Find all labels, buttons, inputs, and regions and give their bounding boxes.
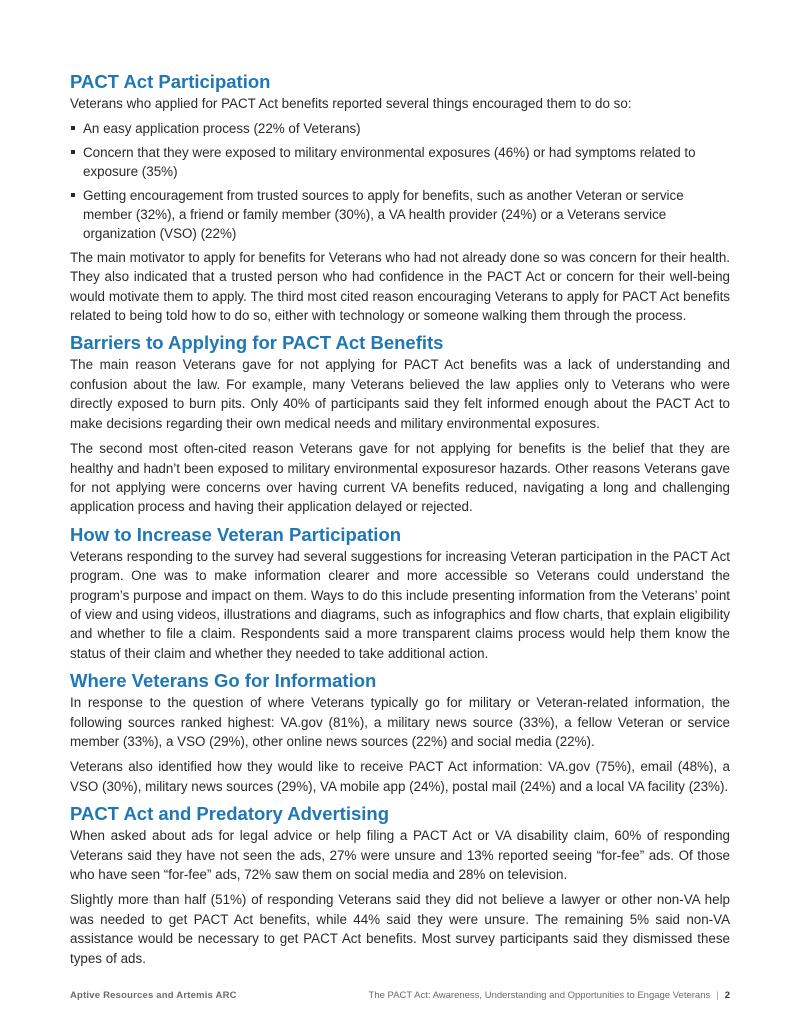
- list-item-text: Getting encouragement from trusted sources to apply for benefits, such as another Veteran or service member (32%), a friend or family member (30%), a VA health provider (24%) or a Veterans service organization (VSO) (22%): [83, 187, 684, 242]
- section-heading: PACT Act and Predatory Advertising: [70, 803, 390, 825]
- paragraph: The main motivator to apply for benefits for Veterans who had not already done so was concern for their health. They also indicated that a trusted person who had confidence in the PACT Act or concern for their well-being would motivate them to apply. The third most cited reason encouraging Veterans to apply for PACT Act benefits related to being told how to do so, either with technology or someone walking them through the process.: [70, 249, 730, 324]
- section-heading: How to Increase Veteran Participation: [70, 523, 402, 545]
- bullet-icon: [71, 193, 75, 197]
- section-heading: Barriers to Applying for PACT Act Benefits: [70, 332, 444, 354]
- section-predatory-advertising: [70, 802, 730, 968]
- section-heading: PACT Act Participation: [70, 71, 271, 92]
- paragraph: Slightly more than half (51%) of responding Veterans said they did not believe a lawyer or other non-VA help was needed to get PACT Act benefits, while 44% said they were unsure. The remaining 5% said non-VA assistance would be necessary to get PACT Act benefits. Most survey participants said they dismissed these types of ads.: [70, 892, 730, 966]
- paragraph: The main reason Veterans gave for not applying for PACT Act benefits was a lack of understanding and confusion about the law. For example, many Veterans believed the law applies only to Veterans who were directly exposed to burn pits. Only 40% of participants said they felt informed enough about the PACT Act to make decisions regarding their own medical needs and military environmental exposures.: [70, 357, 730, 431]
- paragraph: Veterans also identified how they would like to receive PACT Act information: VA.gov (75%), email (48%), a VSO (30%), military news sources (29%), VA mobile app (24%), postal mail (24%) and a local VA facility (23%).: [70, 759, 730, 794]
- page-footer: [70, 987, 730, 1003]
- section-information-sources: [70, 669, 730, 796]
- list-item: [70, 186, 730, 244]
- page-number: 2: [724, 989, 730, 1001]
- section-increase-participation: [70, 523, 730, 663]
- list-item: [70, 119, 730, 138]
- section-intro: Veterans who applied for PACT Act benefits reported several things encouraged them to do so:: [70, 96, 632, 111]
- paragraph: When asked about ads for legal advice or help filing a PACT Act or VA disability claim, 60% of responding Veterans said they have not seen the ads, 27% were unsure and 13% reported seeing “for-fee” ads. Of those who have seen “for-fee” ads, 72% saw them on social media and 28% on television.: [70, 828, 730, 882]
- section-pact-act-participation: [70, 70, 730, 325]
- bullet-list: [70, 119, 730, 243]
- paragraph: In response to the question of where Veterans typically go for military or Veteran-related information, the following sources ranked highest: VA.gov (81%), a military news source (33%), a fellow Veteran or service member (33%), a VSO (29%), other online news sources (22%) and social media (22%).: [70, 695, 730, 749]
- section-barriers: [70, 331, 730, 516]
- footer-separator: |: [716, 989, 719, 1001]
- footer-document-title: The PACT Act: Awareness, Understanding and Opportunities to Engage Veterans: [368, 989, 711, 1001]
- bullet-icon: [71, 126, 75, 130]
- footer-organization: Aptive Resources and Artemis ARC: [70, 989, 237, 1001]
- list-item: [70, 143, 730, 182]
- bullet-icon: [71, 150, 75, 154]
- section-heading: Where Veterans Go for Information: [70, 670, 377, 692]
- paragraph: The second most often-cited reason Veterans gave for not applying for benefits is the belief that they are healthy and hadn’t been exposed to military environmental exposuresor hazards. Other reasons Veterans gave for not applying were concerns over having current VA benefits reduced, navigating a long and challenging application process and having their application delayed or rejected.: [70, 441, 730, 515]
- footer-right: [369, 990, 730, 1001]
- document-page: [70, 70, 730, 974]
- list-item-text: An easy application process (22% of Veterans): [83, 121, 361, 137]
- list-item-text: Concern that they were exposed to military environmental exposures (46%) or had symptoms related to exposure (35%): [83, 144, 696, 180]
- paragraph: Veterans responding to the survey had several suggestions for increasing Veteran participation in the PACT Act program. One was to make information clearer and more accessible so Veterans could understand the program’s purpose and impact on them. Ways to do this include presenting information from the Veterans’ point of view and using videos, illustrations and diagrams, such as infographics and flow charts, that explain eligibility and whether to file a claim. Respondents said a more transparent claims process would help them know the status of their claim and whether they needed to take additional action.: [70, 548, 730, 661]
